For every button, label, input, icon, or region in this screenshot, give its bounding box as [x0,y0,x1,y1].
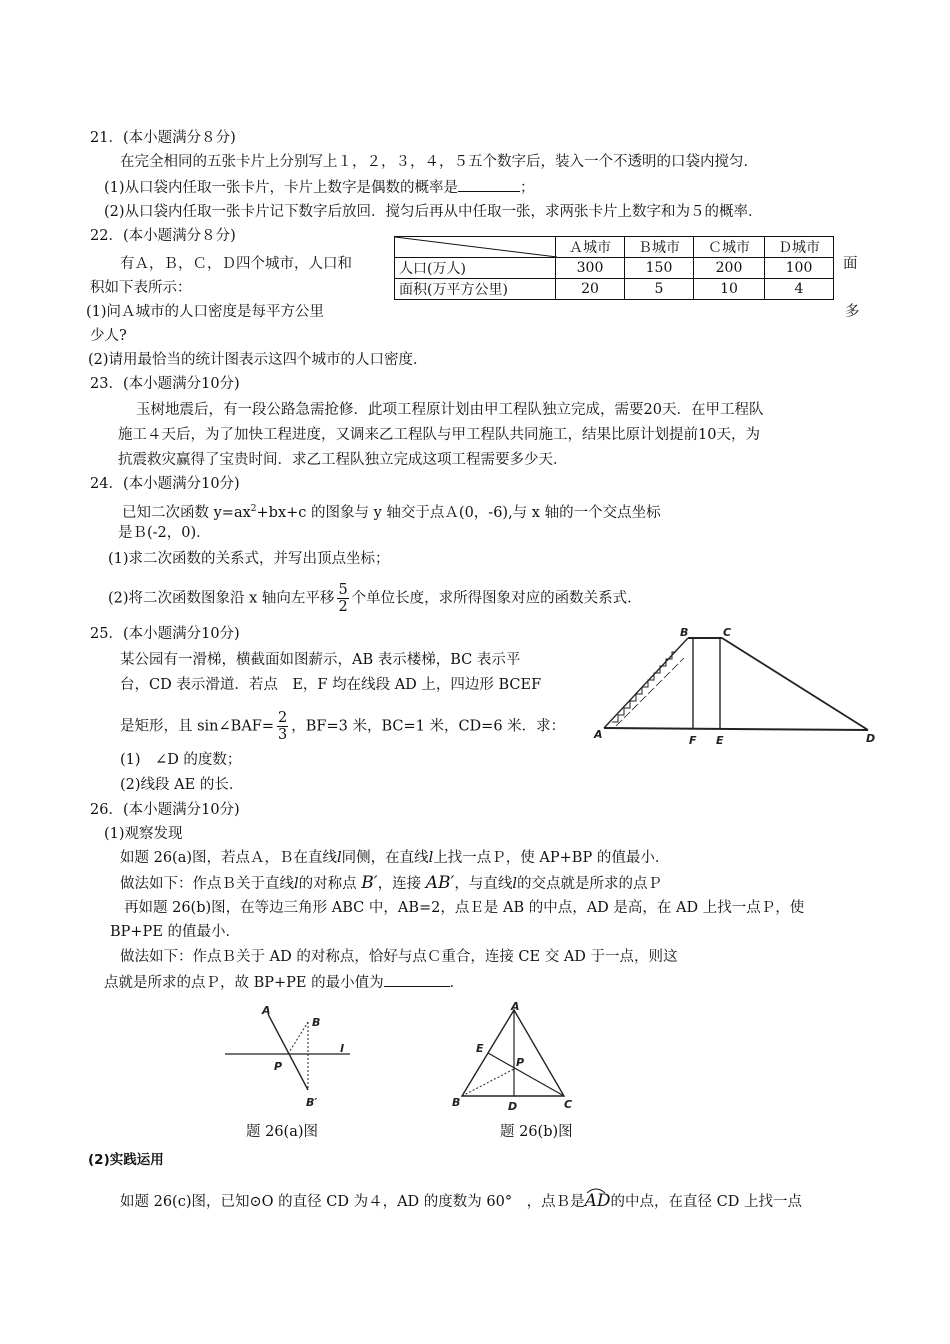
q24-line1: 已知二次函数 $y=ax^2+bx+c$ 的图象与 y 轴交于点Ａ(0，-6),与 x 轴的一个交点坐标 [122,504,661,521]
label-P: P [516,1056,525,1069]
figure-26b [444,1000,584,1118]
table-header-row [395,237,834,258]
fraction: $\frac{2}{3}$ [278,710,288,743]
q25-line2: 台，CD 表示滑道．若点 E，F 均在线段 AD 上，四边形 BCEF [120,677,542,693]
table-cell: 300 [556,258,625,279]
label-A: A [262,1004,271,1017]
q23-heading: 23．(本小题满分10分) [90,376,240,392]
label-P: P [274,1060,283,1073]
arc-mark-icon [585,1187,607,1193]
q22-part1-a-end: 多 [845,304,860,320]
figure-26a-caption: 题 26(a)图 [246,1124,319,1140]
fraction: $\frac{5}{2}$ [338,582,348,615]
q23-line1: 玉树地震后，有一段公路急需抢修．此项工程原计划由甲工程队独立完成，需要20天．在甲工程队 [136,402,764,418]
label-B-prime: B′ [306,1096,318,1109]
label-D: D [508,1100,518,1113]
table-cell: 5 [625,279,694,300]
q22-intro-a-end: 面 [843,256,858,272]
row-label: 人口(万人) [395,258,556,279]
q26-sub2: (2)实践运用 [88,1152,164,1168]
q26-line3: 再如题 26(b)图，在等边三角形 ABC 中，AB=2，点Ｅ是 AB 的中点，AD 是高，在 AD 上找一点Ｐ，使 [124,900,805,916]
slide-figure [590,622,890,747]
label-C: C [723,626,732,639]
label-D: D [866,732,876,745]
label-l: l [340,1042,344,1055]
label-C: C [564,1098,573,1111]
q25-part2: (2)线段 AE 的长． [120,777,244,793]
label-A: A [594,728,603,741]
q21-part1: (1)从口袋内任取一张卡片，卡片上数字是偶数的概率是 ； [104,177,535,198]
q22-intro-a: 有Ａ，Ｂ，Ｃ，Ｄ四个城市，人口和 [120,256,352,272]
q25-heading: 25．(本小题满分10分) [90,626,240,642]
diagonal-line [395,237,557,277]
table-cell: 100 [765,258,834,279]
q26-line2: 做法如下：作点Ｂ关于直线l的对称点 B′，连接 AB′，与直线l的交点就是所求的点Ｐ [120,873,662,893]
table-cell: 200 [694,258,765,279]
q21-part2: (2)从口袋内任取一张卡片记下数字后放回．搅匀后再从中任取一张，求两张卡片上数字和为５的概率． [104,204,763,220]
table-row [395,279,834,300]
header-cell: Ａ城市 [556,237,625,258]
q24-part2: (2)将二次函数图象沿 x 轴向左平移 $\frac{5}{2}$ 个单位长度，求所得图象对应的函数关系式． [108,582,642,615]
header-cell: Ｂ城市 [625,237,694,258]
row-label: 面积(万平方公里) [395,279,556,300]
figure-26b-caption: 题 26(b)图 [500,1124,573,1140]
q26-line4: BP+PE 的值最小． [110,924,241,940]
label-A: A [511,1000,520,1013]
q26-line7: 如题 26(c)图，已知⊙O 的直径 CD 为４，AD 的度数为 60° ，点Ｂ是 AD的中点，在直径 CD 上找一点 [120,1187,802,1212]
q24-line2: 是Ｂ(-2，0)． [118,525,211,541]
q24-part1: (1)求二次函数的关系式，并写出顶点坐标； [108,551,390,567]
q26-line5: 做法如下：作点Ｂ关于 AD 的对称点，恰好与点Ｃ重合，连接 CE 交 AD 于一点，则这 [120,949,678,965]
label-E: E [476,1042,484,1055]
q25-line3: 是矩形，且 sin∠BAF= $\frac{2}{3}$ ，BF=3 米，BC=1 米，CD=6 米．求： [120,710,566,743]
q22-part1-a: (1)问Ａ城市的人口密度是每平方公里 [86,304,325,320]
city-table [394,236,834,300]
q23-line3: 抗震救灾赢得了宝贵时间．求乙工程队独立完成这项工程需要多少天． [118,452,568,468]
q26-sub1: (1)观察发现 [104,826,183,842]
diagonal-corner-cell [395,237,556,258]
header-cell: Ｄ城市 [765,237,834,258]
label-F: F [689,734,697,747]
q26-line1: 如题 26(a)图，若点Ａ，Ｂ在直线l同侧，在直线l上找一点Ｐ，使 AP+BP 的值最小． [120,850,670,866]
q25-part1: (1) ∠D 的度数； [120,752,242,768]
table-cell: 150 [625,258,694,279]
q21-intro: 在完全相同的五张卡片上分别写上１，２，３，４，５五个数字后，装入一个不透明的口袋内搅匀． [120,154,758,170]
q26-line6: 点就是所求的点Ｐ，故 BP+PE 的最小值为 ． [104,972,464,993]
label-B: B [452,1096,461,1109]
label-B: B [312,1016,321,1029]
q22-part2: (2)请用最恰当的统计图表示这四个城市的人口密度． [88,352,428,368]
q25-line1: 某公园有一滑梯，横截面如图薪示，AB 表示楼梯，BC 表示平 [120,652,521,668]
q26-heading: 26．(本小题满分10分) [90,802,240,818]
q22-intro-b: 积如下表所示： [90,280,192,296]
q24-heading: 24．(本小题满分10分) [90,476,240,492]
answer-blank [458,177,520,192]
q22-heading: 22．(本小题满分８分) [90,228,236,244]
q21-heading: 21．(本小题满分８分) [90,130,236,146]
table-cell: 20 [556,279,625,300]
arc-ad: AD [585,1187,611,1211]
table-cell: 10 [694,279,765,300]
label-B: B [680,626,689,639]
label-E: E [716,734,724,747]
answer-blank [384,972,450,987]
q23-line2: 施工４天后，为了加快工程进度，又调来乙工程队与甲工程队共同施工，结果比原计划提前10天，为 [118,427,760,443]
figure-26a [200,1000,360,1120]
table-cell: 4 [765,279,834,300]
header-cell: Ｃ城市 [694,237,765,258]
q22-part1-b: 少人? [90,328,127,344]
